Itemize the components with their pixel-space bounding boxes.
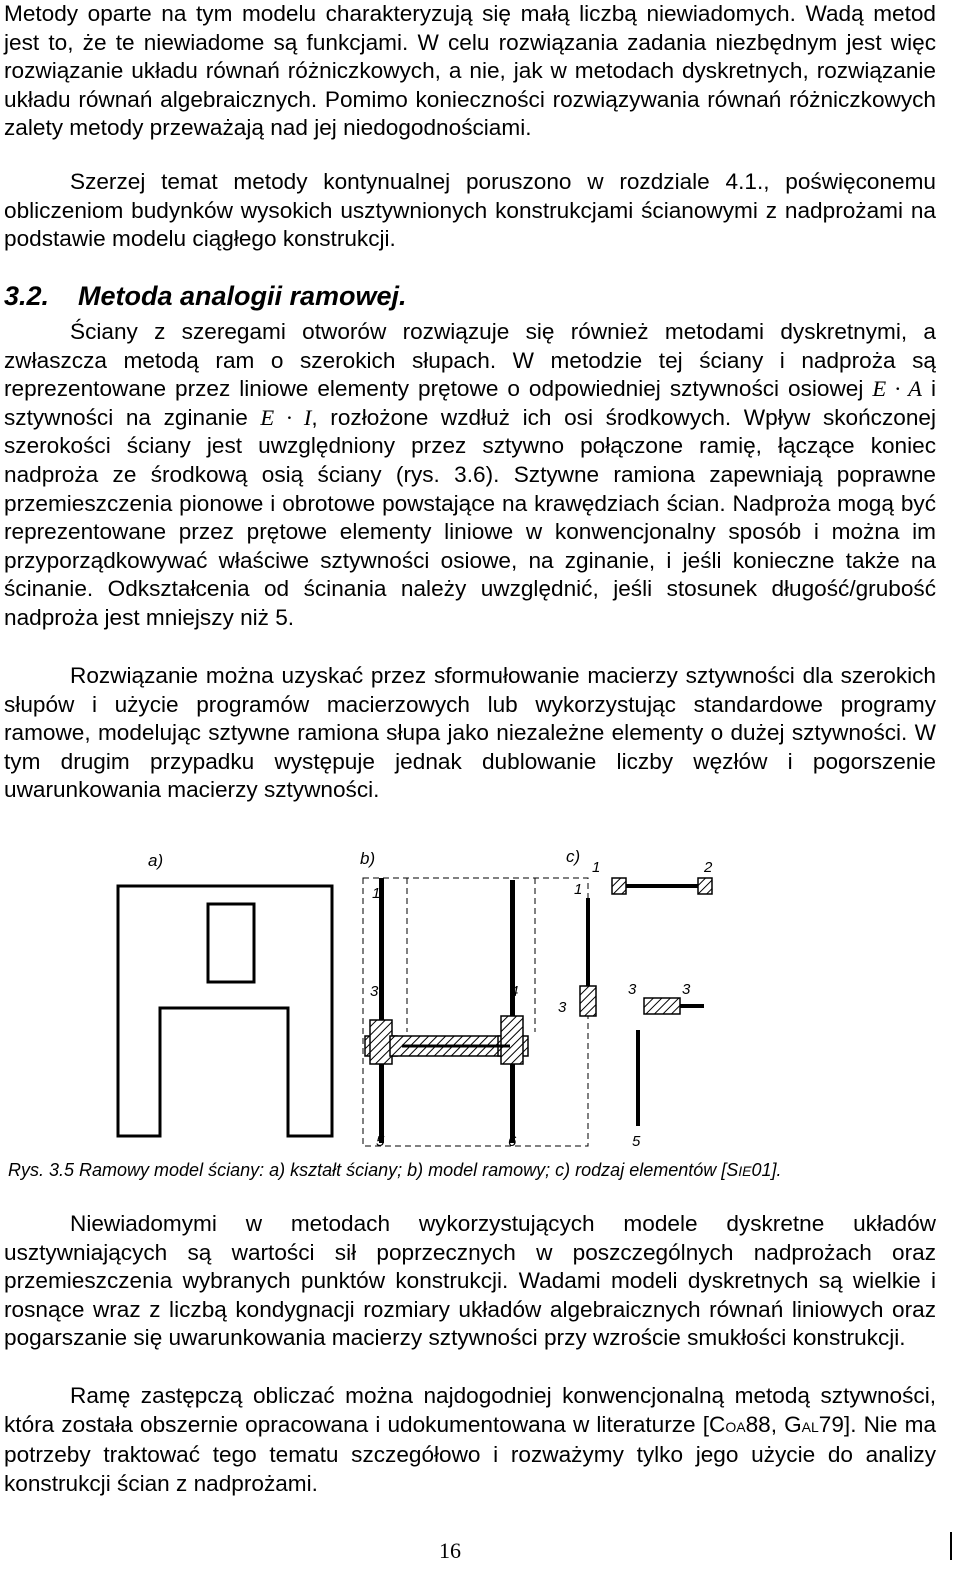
node-label: 3 [370, 983, 379, 1000]
node-label: 3 [628, 981, 637, 998]
paragraph-2: Szerzej temat metody kontynualnej poruszono w rozdziale 4.1., poświęconemu obliczeniom budynków wysokich usztywnionych konstrukcjami ścianowymi z nadprożami na podstawie modelu ciągłego konstrukcji. [4, 169, 936, 252]
paragraph-3-text-c: , rozłożone wzdłuż ich osi środkowych. Wpływ skończonej szerokości ściany jest uwzględniony przez sztywno połączone ramię, łączące koniec nadproża ze środkową osią ściany (rys. 3.6). Sztywne ramiona zapewniają poprawne przemieszczenia pionowe i obrotowe powstające na krawędziach ścian. Nadproża mogą być reprezentowane przez prętowe elementy liniowe w konwencjonalny sposób i można im przyporządkowywać właściwe sztywności osiowe, na zginanie, i jeśli konieczne także na ścinanie. Odkształcenia od ścinania należy uwzględnić, jeśli stosunek długość/grubość nadproża jest mniejszy niż 5. [4, 404, 936, 630]
node-label: 2 [704, 859, 713, 876]
node-label: 4 [510, 983, 519, 1000]
formula-bending-stiffness: E · I [260, 404, 312, 430]
rigid-arm-right-vertical [501, 1016, 523, 1064]
node-label: 1 [372, 885, 381, 902]
formula-axial-stiffness: E · A [872, 376, 922, 402]
paragraph-3-text-b: i sztywności na zginanie [4, 376, 937, 430]
rigid-end-2 [698, 878, 712, 894]
node-label: 1 [574, 881, 583, 898]
column-element-lower [636, 1030, 640, 1126]
node-label: 6 [508, 1133, 517, 1150]
wall-outline [118, 886, 332, 1136]
node-label: 1 [592, 859, 601, 876]
node-label: 3 [682, 981, 691, 998]
wall-window-opening [208, 904, 254, 982]
figure-label-b: b) [360, 849, 376, 868]
paragraph-3-text-a: Ściany z szeregami otworów rozwiązuje się również metodami dyskretnymi, a zwłaszcza metodą ram o szerokich słupach. W metodzie tej ściany i nadproża są reprezentowane przez liniowe elementy prętowe o odpowiedniej sztywności osiowej [4, 319, 936, 402]
node-label: 3 [558, 999, 567, 1016]
node-label: 5 [376, 1133, 385, 1150]
column-element [586, 898, 590, 988]
page-number: 16 [439, 1538, 461, 1563]
figure-caption: Rys. 3.5 Ramowy model ściany: a) kształt ściany; b) model ramowy; c) rodzaj elementów [SIE01]. [8, 1160, 782, 1180]
paragraph-1: Metody oparte na tym modelu charakteryzują się małą liczbą niewiadomych. Wadą metod jest to, że te niewiadome są funkcjami. W celu rozwiązania zadania niezbędnym jest więc rozwiązanie układu równań różniczkowych, a nie, jak w metodach dyskretnych, rozwiązanie układu równań algebraicznych. Pomimo konieczności rozwiązywania równań różniczkowych zalety metody przeważają nad jej niedogodnościami. [4, 1, 936, 141]
frame-column-right-lower [510, 1063, 515, 1143]
rigid-end-column [580, 986, 596, 1016]
rigid-arm-left-vertical [370, 1020, 392, 1064]
figure-frame-model [100, 838, 720, 1150]
figure-label-a: a) [148, 851, 164, 870]
section-title: Metoda analogii ramowej. [78, 281, 407, 311]
rigid-end-1 [612, 878, 626, 894]
page-edge-mark [950, 1532, 952, 1560]
rigid-arm-element [644, 998, 680, 1014]
figure-label-c: c) [566, 847, 581, 866]
paragraph-3 [4, 318, 936, 633]
frame-column-left-lower [379, 1063, 384, 1143]
frame-outline-dashed [363, 878, 588, 1146]
section-number: 3.2. [4, 281, 50, 311]
paragraph-6: Ramę zastępczą obliczać można najdogodniej konwencjonalną metodą sztywności, która została obszernie opracowana i udokumentowana w literaturze [COA88, GAL79]. Nie ma potrzeby traktować tego tematu szczegółowo i rozważymy tylko jego użycie do analizy konstrukcji ścian z nadprożami. [4, 1383, 937, 1496]
node-label: 5 [632, 1133, 641, 1150]
paragraph-4: Rozwiązanie można uzyskać przez sformułowanie macierzy sztywności dla szerokich słupów i użycie programów macierzowych lub wykorzystując standardowe programy ramowe, modelując sztywne ramiona słupa jako niezależne elementy o dużej sztywności. W tym drugim przypadku występuje jednak dublowanie liczby węzłów i pogorszenie uwarunkowania macierzy sztywności. [4, 663, 936, 803]
section-heading [4, 280, 407, 312]
paragraph-5: Niewiadomymi w metodach wykorzystujących modele dyskretne układów usztywniających są wartości sił poprzecznych w poszczególnych nadprożach oraz przemieszczenia wybranych punktów konstrukcji. Wadami modeli dyskretnych są wielkie i rosnące wraz z liczbą kondygnacji rozmiary układów algebraicznych równań liniowych oraz pogarszanie się uwarunkowania macierzy sztywności przy wzroście smukłości konstrukcji. [4, 1211, 936, 1351]
